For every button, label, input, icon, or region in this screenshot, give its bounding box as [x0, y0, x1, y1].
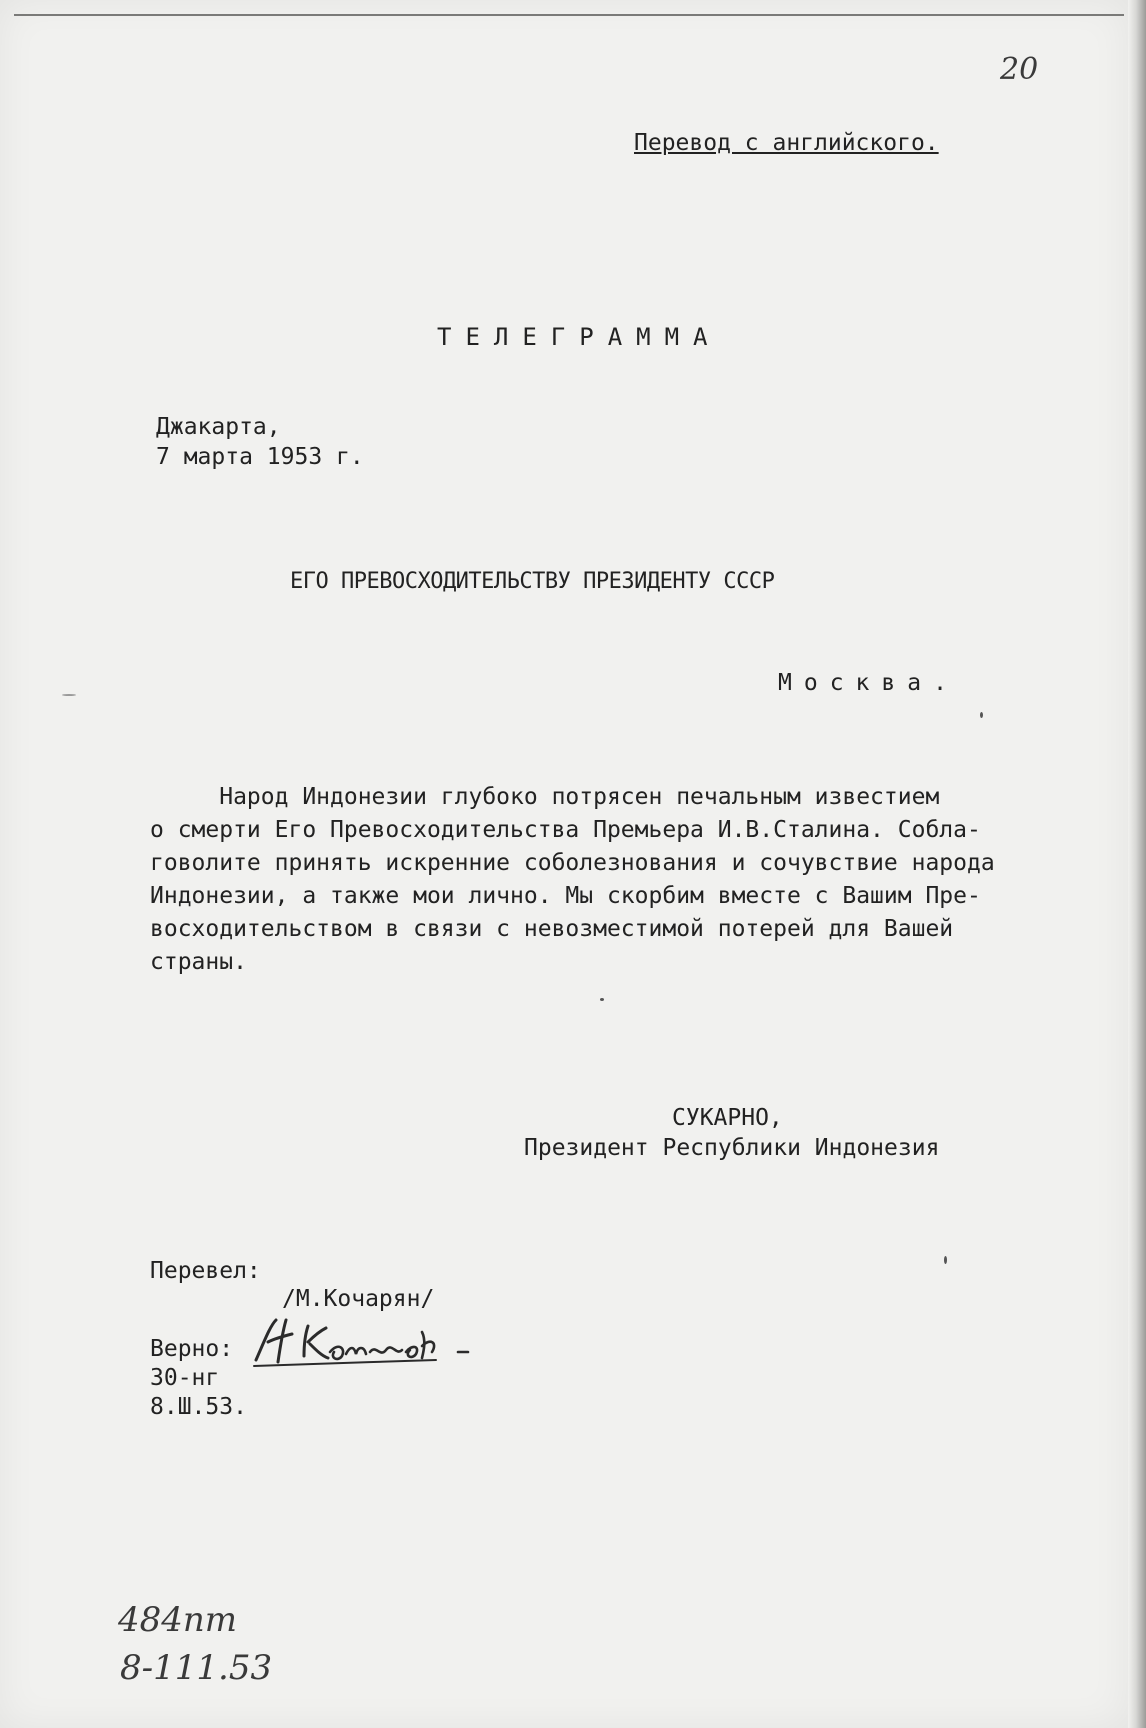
- document-type-heading: ТЕЛЕГРАММА: [437, 323, 722, 351]
- origin-date: 7 марта 1953 г.: [156, 444, 364, 470]
- body-line: Индонезии, а также мои лично. Мы скорбим вместе с Вашим Пре-: [150, 883, 981, 909]
- addressee: ЕГО ПРЕВОСХОДИТЕЛЬСТВУ ПРЕЗИДЕНТУ СССР: [290, 569, 775, 594]
- telegram-body: [150, 781, 1050, 979]
- scan-border-line: [14, 14, 1124, 16]
- paper-speck: [62, 694, 76, 696]
- page-number: 20: [1000, 52, 1039, 87]
- verification-label: Верно:: [150, 1336, 234, 1362]
- paper-speck: [600, 998, 604, 1001]
- handwritten-signature: [246, 1312, 496, 1372]
- body-line: страны.: [150, 949, 247, 975]
- sender-name: СУКАРНО,: [672, 1105, 783, 1131]
- destination-city: Москва.: [778, 670, 959, 696]
- body-line: о смерти Его Превосходительства Премьера И.В.Сталина. Собла-: [150, 817, 981, 843]
- scan-edge-shadow: [1128, 0, 1146, 1728]
- body-line: восходительством в связи с невозместимой потерей для Вашей: [150, 916, 954, 942]
- handwritten-registry-number: 484пт: [118, 1600, 238, 1640]
- body-line: Народ Индонезии глубоко потрясен печальным известием: [150, 784, 940, 810]
- verification-code: 30-нг: [150, 1365, 220, 1391]
- verification-date: 8.Ш.53.: [150, 1394, 247, 1420]
- translator-label: Перевел:: [150, 1258, 261, 1284]
- body-line: говолите принять искренние соболезнования и сочувствие народа: [150, 850, 995, 876]
- paper-speck: [944, 1256, 947, 1264]
- handwritten-registry-date: 8-111.53: [120, 1648, 273, 1688]
- translation-note: Перевод с английского.: [634, 130, 939, 156]
- sender-title: Президент Республики Индонезия: [524, 1135, 940, 1161]
- signature-icon: [246, 1312, 496, 1372]
- origin-place: Джакарта,: [156, 414, 281, 440]
- paper-speck: [980, 712, 983, 718]
- translator-name: /М.Кочарян/: [282, 1286, 435, 1312]
